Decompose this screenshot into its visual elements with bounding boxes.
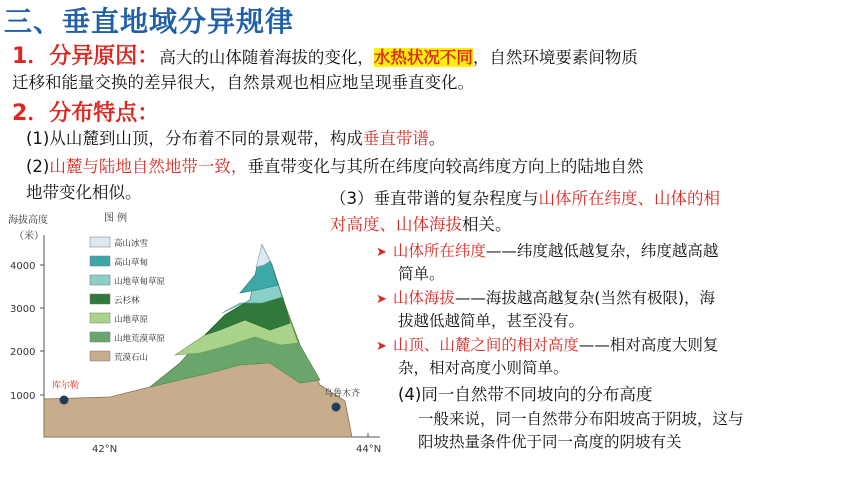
legend-swatch-desert-steppe xyxy=(90,332,110,342)
y-tick-label: 1000 xyxy=(10,391,36,402)
legend-label: 山地草原 xyxy=(114,315,149,325)
bullet-1-line2: 简单。 xyxy=(398,265,445,283)
legend-swatch-steppe xyxy=(90,313,110,323)
y-axis-label: 海拔高度 xyxy=(8,215,48,226)
legend-swatch-alpine-meadow xyxy=(90,256,110,266)
section2-p4: (4)同一自然带不同坡向的分布高度 xyxy=(398,385,653,404)
p2-text: 垂直带变化与其所在纬度向较高纬度方向上的陆地自然 xyxy=(247,157,644,176)
legend-label: 云杉林 xyxy=(114,296,140,306)
page-title: 三、垂直地域分异规律 xyxy=(4,5,295,38)
p1-end: 。 xyxy=(428,129,446,148)
arrow-icon: ➤ xyxy=(376,245,387,260)
legend-title: 图 例 xyxy=(104,213,128,224)
section1-highlight: 水热状况不同 xyxy=(373,48,473,67)
section1-label: 1．分异原因： xyxy=(12,44,160,69)
p3-text: （3）垂直带谱的复杂程度与 xyxy=(330,189,539,208)
section2-p2-line2: 地带变化相似。 xyxy=(26,183,142,202)
arrow-icon: ➤ xyxy=(376,292,387,307)
section1-line1 xyxy=(12,44,638,71)
y-tick-label: 2000 xyxy=(10,347,36,358)
city-marker-urumqi xyxy=(332,403,341,412)
bullet-1-red: 山体所在纬度 xyxy=(392,242,486,260)
x-tick-label: 44°N xyxy=(356,444,382,455)
p1-text: (1)从山麓到山顶，分布着不同的景观带，构成 xyxy=(26,129,363,148)
bullet-2-line2: 拔越低越简单，甚至没有。 xyxy=(398,312,585,330)
legend-swatch-desert-rock xyxy=(90,351,110,361)
x-tick-label: 42°N xyxy=(92,444,118,455)
legend-label: 高山冰雪 xyxy=(114,239,149,249)
bullet-2 xyxy=(376,287,715,311)
p3-end: 相关。 xyxy=(462,215,512,234)
p3-red1: 山体所在纬度、山体的相 xyxy=(538,189,720,208)
legend-swatch-meadow-steppe xyxy=(90,275,110,285)
section2-p4-line1: 一般来说，同一自然带分布阳坡高于阴坡，这与 xyxy=(418,410,744,428)
y-tick-label: 3000 xyxy=(10,304,36,315)
legend-label: 山地草甸草原 xyxy=(114,277,166,287)
city-label-korla: 库尔勒 xyxy=(52,381,80,391)
legend-swatch-spruce xyxy=(90,294,110,304)
legend-label: 荒漠石山 xyxy=(114,353,149,363)
city-label-urumqi: 乌鲁木齐 xyxy=(324,389,361,399)
bullet-2-red: 山体海拔 xyxy=(392,289,455,307)
p3-red2: 对高度、山体海拔 xyxy=(330,215,462,234)
section1-text-b: ，自然环境要素间物质 xyxy=(472,48,638,67)
y-axis-unit: （米） xyxy=(14,231,44,242)
alpine-meadow-zone xyxy=(240,245,278,293)
bullet-3-text: ——相对高度大则复 xyxy=(578,336,719,354)
p2-num: (2) xyxy=(26,157,50,176)
bullet-2-text: ——海拔越高越复杂(当然有极限)，海 xyxy=(454,289,716,307)
bullet-1 xyxy=(376,240,718,264)
bullet-3-line2: 杂，相对高度小则简单。 xyxy=(398,359,569,377)
section2-label: 2．分布特点： xyxy=(12,101,160,126)
bullet-3 xyxy=(376,334,718,358)
section2-p4-line2: 阳坡热量条件优于同一高度的阴坡有关 xyxy=(418,433,682,451)
p1-red: 垂直带谱 xyxy=(362,129,429,148)
arrow-icon: ➤ xyxy=(376,339,387,354)
bullet-1-text: ——纬度越低越复杂，纬度越高越 xyxy=(485,242,719,260)
y-tick-label: 4000 xyxy=(10,261,36,272)
vertical-zonation-diagram xyxy=(0,205,395,484)
p2-red: 山麓与陆地自然地带一致， xyxy=(49,157,248,176)
legend-swatch-snow xyxy=(90,237,110,247)
legend-label: 山地荒漠草原 xyxy=(114,334,166,344)
section2-p2 xyxy=(26,154,643,180)
section2-p1 xyxy=(26,126,445,152)
section1-line2: 迁移和能量交换的差异很大，自然景观也相应地呈现垂直变化。 xyxy=(12,73,474,92)
bullet-3-red: 山顶、山麓之间的相对高度 xyxy=(392,336,579,354)
section1-text-a: 高大的山体随着海拔的变化， xyxy=(159,48,374,67)
city-marker-korla xyxy=(60,396,69,405)
legend-label: 高山草甸 xyxy=(114,258,149,268)
legend xyxy=(90,237,166,363)
